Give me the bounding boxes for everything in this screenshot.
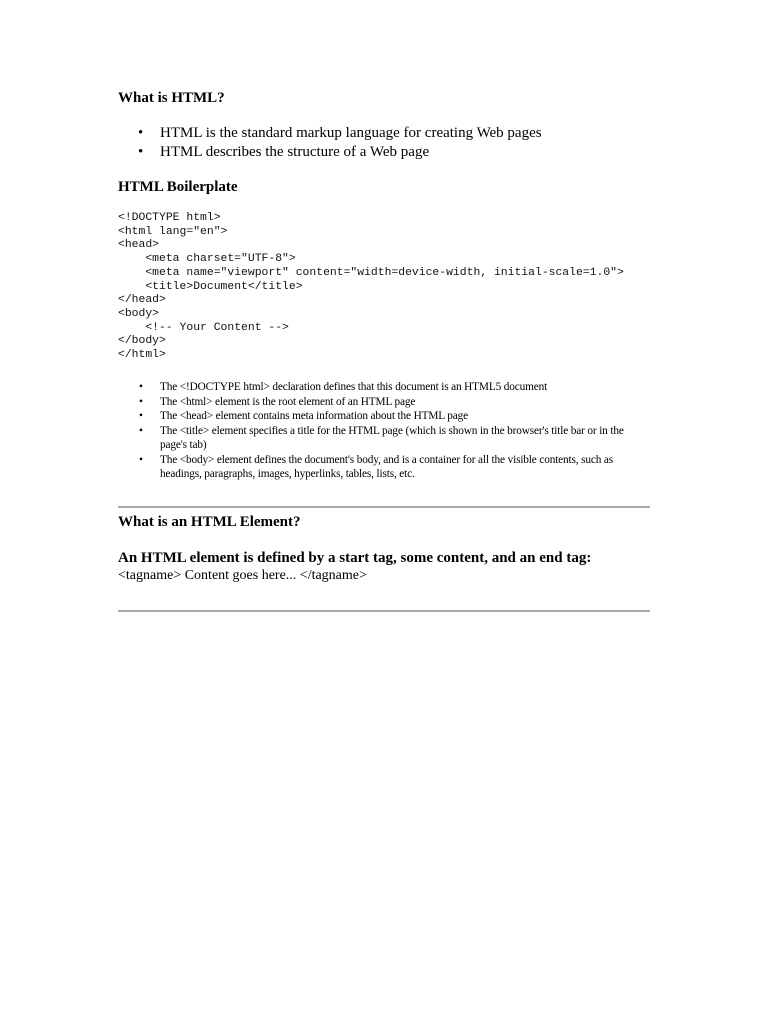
heading-html-boilerplate: HTML Boilerplate — [118, 179, 238, 195]
list-item: • The <body> element defines the document's body, and is a container for all the visible contents, such as headings, paragraphs, images, hyperlinks, tables, lists, etc. — [118, 453, 650, 482]
list-item: • The <title> element specifies a title for the HTML page (which is shown in the browser's title bar or in the page's tab) — [118, 424, 650, 453]
boilerplate-code-block: <!DOCTYPE html> <html lang="en"> <head> <meta charset="UTF-8"> <meta name="viewport" content="width=device-width, initial-scale=1.0"> <title>Document</title> </head> <body> <!-- Your Content --> </body> </html> — [118, 212, 624, 362]
list-item: • The <html> element is the root element of an HTML page — [118, 395, 650, 410]
element-syntax-example: <tagname> Content goes here... </tagname> — [118, 568, 367, 583]
boilerplate-notes-list — [118, 380, 650, 482]
divider — [118, 506, 650, 508]
intro-list — [118, 124, 542, 162]
element-definition: An HTML element is defined by a start tag, some content, and an end tag: — [118, 550, 592, 566]
list-item: • HTML describes the structure of a Web page — [118, 143, 542, 162]
divider — [118, 610, 650, 612]
list-item: • The <!DOCTYPE html> declaration defines that this document is an HTML5 document — [118, 380, 650, 395]
heading-what-is-html: What is HTML? — [118, 90, 225, 106]
heading-what-is-element: What is an HTML Element? — [118, 514, 301, 530]
list-item: • HTML is the standard markup language for creating Web pages — [118, 124, 542, 143]
list-item: • The <head> element contains meta information about the HTML page — [118, 409, 650, 424]
